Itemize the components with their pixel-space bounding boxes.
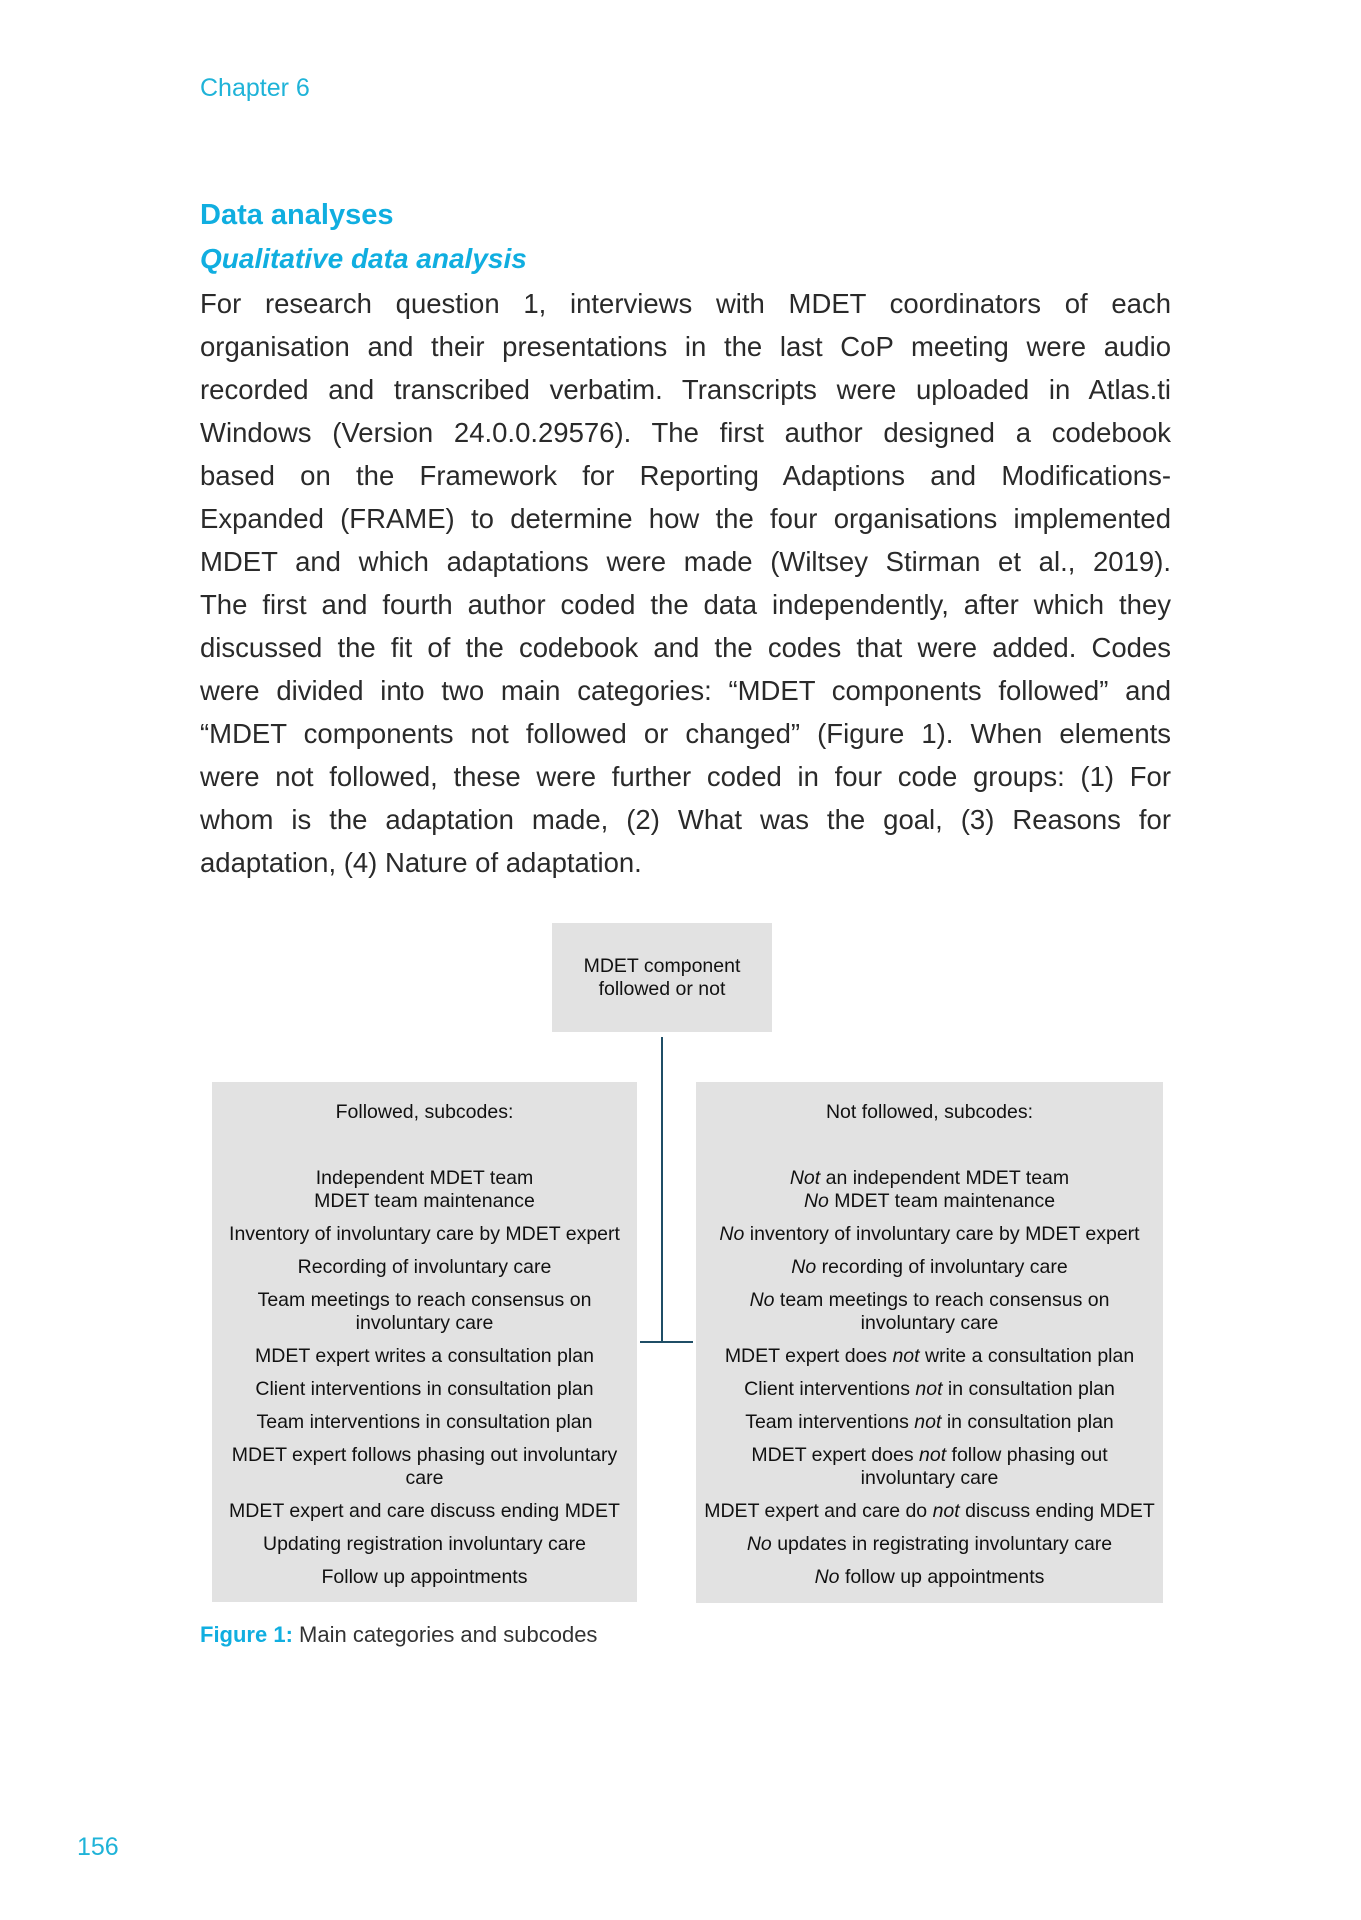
subcode-text: Team interventions [745,1411,915,1433]
body-line: The first and fourth author coded the data independently, after which they [200,589,1171,620]
subcode-text: team meetings to reach consensus on involuntary care [774,1289,1110,1334]
figure-label: Figure 1: [200,1622,293,1647]
emphasis-text: No [749,1289,775,1311]
body-line: adaptation, (4) Nature of adaptation. [200,847,642,878]
emphasis-text: No [746,1533,772,1555]
body-line: discussed the fit of the codebook and the codes that were added. Codes [200,632,1171,663]
subcode-text: discuss ending MDET [959,1500,1155,1522]
subcode-item [696,1566,1163,1589]
subcode-item [212,1566,637,1589]
subcode-text: Client interventions in consultation plan [255,1378,594,1400]
body-line: whom is the adaptation made, (2) What was the goal, (3) Reasons for [200,804,1171,835]
subcode-item [696,1256,1163,1279]
subcode-text: write a consultation plan [919,1345,1135,1367]
root-node [552,923,772,1032]
subcode-text: in consultation plan [941,1411,1114,1433]
connector-vertical [661,1037,663,1343]
subcode-text: MDET team maintenance [314,1190,535,1212]
subcode-text: MDET expert and care discuss ending MDET [229,1500,620,1522]
subcode-text: inventory of involuntary care by MDET expert [744,1223,1140,1245]
subcode-item [696,1444,1163,1490]
subcode-item [696,1411,1163,1434]
subcode-item [212,1378,637,1401]
subcode-text: MDET expert and care do [704,1500,933,1522]
subcode-text: recording of involuntary care [816,1256,1068,1278]
subsection-title: Qualitative data analysis [200,243,527,274]
subcode-text: Independent MDET team [315,1167,534,1189]
section-title: Data analyses [200,199,394,231]
subcode-text: follow phasing out involuntary care [860,1444,1108,1489]
body-line: “MDET components not followed or changed” (Figure 1). When elements [200,718,1171,749]
subcode-item [696,1289,1163,1335]
subcode-item [212,1500,637,1523]
subcode-text: Team interventions in consultation plan [256,1411,593,1433]
subcode-text: MDET expert does [724,1345,893,1367]
subcode-item [212,1444,637,1490]
subcode-text: updates in registrating involuntary care [771,1533,1113,1555]
body-line: For research question 1, interviews with MDET coordinators of each [200,288,1171,319]
subcode-text: follow up appointments [839,1566,1045,1588]
body-line: MDET and which adaptations were made (Wiltsey Stirman et al., 2019). [200,546,1171,577]
box-heading: Followed, subcodes: [335,1101,514,1123]
page-number: 156 [77,1833,119,1861]
subcode-text: Inventory of involuntary care by MDET expert [229,1223,620,1245]
not-followed-subcodes-box [696,1082,1163,1603]
subcode-text: Updating registration involuntary care [262,1533,586,1555]
emphasis-text: not [892,1345,920,1367]
emphasis-text: No [719,1223,745,1245]
subcode-text: MDET expert does [751,1444,919,1466]
subcode-item [212,1411,637,1434]
emphasis-text: No [791,1256,817,1278]
subcode-item [212,1533,637,1556]
emphasis-text: No [814,1566,840,1588]
subcode-text: an independent MDET team [820,1167,1070,1189]
subcode-item [696,1378,1163,1401]
subcode-item [212,1167,637,1190]
followed-subcodes-box [212,1082,637,1602]
body-line: recorded and transcribed verbatim. Transcripts were uploaded in Atlas.ti [200,374,1171,405]
subcode-text: MDET team maintenance [828,1190,1056,1212]
body-line: were not followed, these were further coded in four code groups: (1) For [200,761,1171,792]
body-line: were divided into two main categories: “MDET components followed” and [200,675,1171,706]
subcode-item [696,1533,1163,1556]
subcode-text: Client interventions [744,1378,916,1400]
subcode-text: MDET expert writes a consultation plan [255,1345,594,1367]
subcode-item [696,1223,1163,1246]
subcode-text: in consultation plan [942,1378,1115,1400]
body-line: Windows (Version 24.0.0.29576). The first author designed a codebook [200,417,1171,448]
subcode-item [696,1500,1163,1523]
emphasis-text: not [914,1411,942,1433]
box-heading: Not followed, subcodes: [825,1101,1034,1123]
subcode-item [212,1190,637,1213]
subcode-item [212,1223,637,1246]
subcode-item [212,1256,637,1279]
subcode-item [696,1167,1163,1190]
figure-caption-text: Main categories and subcodes [292,1622,598,1647]
subcode-item [696,1345,1163,1368]
subcode-item [212,1289,637,1335]
subcode-item [212,1345,637,1368]
emphasis-text: not [915,1378,943,1400]
chapter-header: Chapter 6 [200,74,310,102]
emphasis-text: No [803,1190,829,1212]
subcode-text: Recording of involuntary care [297,1256,552,1278]
subcode-text: Team meetings to reach consensus on involuntary care [257,1289,592,1334]
subcode-text: MDET expert follows phasing out involuntary care [231,1444,618,1489]
subcode-item [696,1190,1163,1213]
connector-horizontal [640,1341,693,1343]
subcode-text: Follow up appointments [321,1566,528,1588]
figure-caption [200,1622,597,1648]
body-line: organisation and their presentations in the last CoP meeting were audio [200,331,1171,362]
body-line: Expanded (FRAME) to determine how the four organisations implemented [200,503,1171,534]
root-node-line: followed or not [598,977,726,1000]
emphasis-text: Not [789,1167,821,1189]
root-node-line: MDET component [583,954,741,977]
emphasis-text: not [932,1500,960,1522]
emphasis-text: not [919,1444,947,1466]
body-paragraph [200,282,1171,884]
body-line: based on the Framework for Reporting Adaptions and Modifications- [200,460,1171,491]
